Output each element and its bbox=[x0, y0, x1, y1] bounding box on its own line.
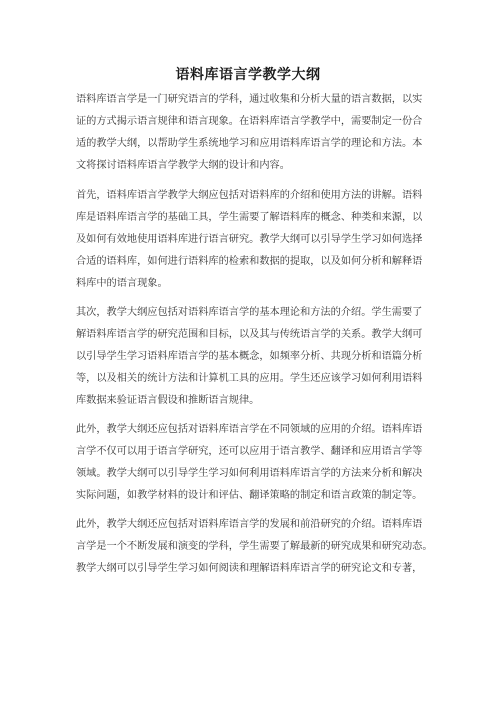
body-line-18: 实际问题，如教学材料的设计和评估、翻译策略的制定和语言政策的制定等。 bbox=[76, 490, 423, 501]
body-line-19: 此外，教学大纲还应包括对语料库语言学的发展和前沿研究的介绍。语料库语 bbox=[76, 519, 423, 530]
body-line-12: 以引导学生学习语料库语言学的基本概念，如频率分析、共现分析和语篇分析 bbox=[76, 351, 423, 362]
body-line-20: 言学是一个不断发展和演变的学科，学生需要了解最新的研究成果和研究动态。 bbox=[76, 541, 433, 552]
body-line-14: 库数据来验证语言假设和推断语言规律。 bbox=[76, 395, 260, 406]
page-title: 语料库语言学教学大纲 bbox=[175, 67, 321, 83]
body-line-13: 等，以及相关的统计方法和计算机工具的应用。学生还应该学习如何利用语料 bbox=[76, 373, 423, 384]
body-line-9: 料库中的语言现象。 bbox=[76, 278, 168, 289]
body-line-6: 库是语料库语言学的基础工具，学生需要了解语料库的概念、种类和来源，以 bbox=[76, 212, 423, 223]
body-line-11: 解语料库语言学的研究范围和目标，以及其与传统语言学的关系。教学大纲可 bbox=[76, 329, 423, 340]
body-line-10: 其次，教学大纲应包括对语料库语言学的基本理论和方法的介绍。学生需要了 bbox=[76, 307, 423, 318]
body-line-7: 及如何有效地使用语料库进行语言研究。教学大纲可以引导学生学习如何选择 bbox=[76, 234, 423, 245]
body-line-16: 言学不仅可以用于语言学研究，还可以应用于语言教学、翻译和应用语言学等 bbox=[76, 446, 423, 457]
body-line-2: 证的方式揭示语言规律和语言现象。在语料库语言学教学中，需要制定一份合 bbox=[76, 116, 423, 127]
body-line-17: 领域。教学大纲可以引导学生学习如何利用语料库语言学的方法来分析和解决 bbox=[76, 468, 423, 479]
body-line-21: 教学大纲可以引导学生学习如何阅读和理解语料库语言学的研究论文和专著， bbox=[76, 563, 423, 574]
body-line-1: 语料库语言学是一门研究语言的学科，通过收集和分析大量的语言数据，以实 bbox=[76, 94, 423, 105]
body-line-4: 文将探讨语料库语言学教学大纲的设计和内容。 bbox=[76, 160, 290, 171]
body-line-5: 首先，语料库语言学教学大纲应包括对语料库的介绍和使用方法的讲解。语料 bbox=[76, 190, 423, 201]
body-line-3: 适的教学大纲，以帮助学生系统地学习和应用语料库语言学的理论和方法。本 bbox=[76, 138, 423, 149]
body-line-15: 此外，教学大纲还应包括对语料库语言学在不同领域的应用的介绍。语料库语 bbox=[76, 424, 423, 435]
body-line-8: 合适的语料库，如何进行语料库的检索和数据的提取，以及如何分析和解释语 bbox=[76, 256, 423, 267]
